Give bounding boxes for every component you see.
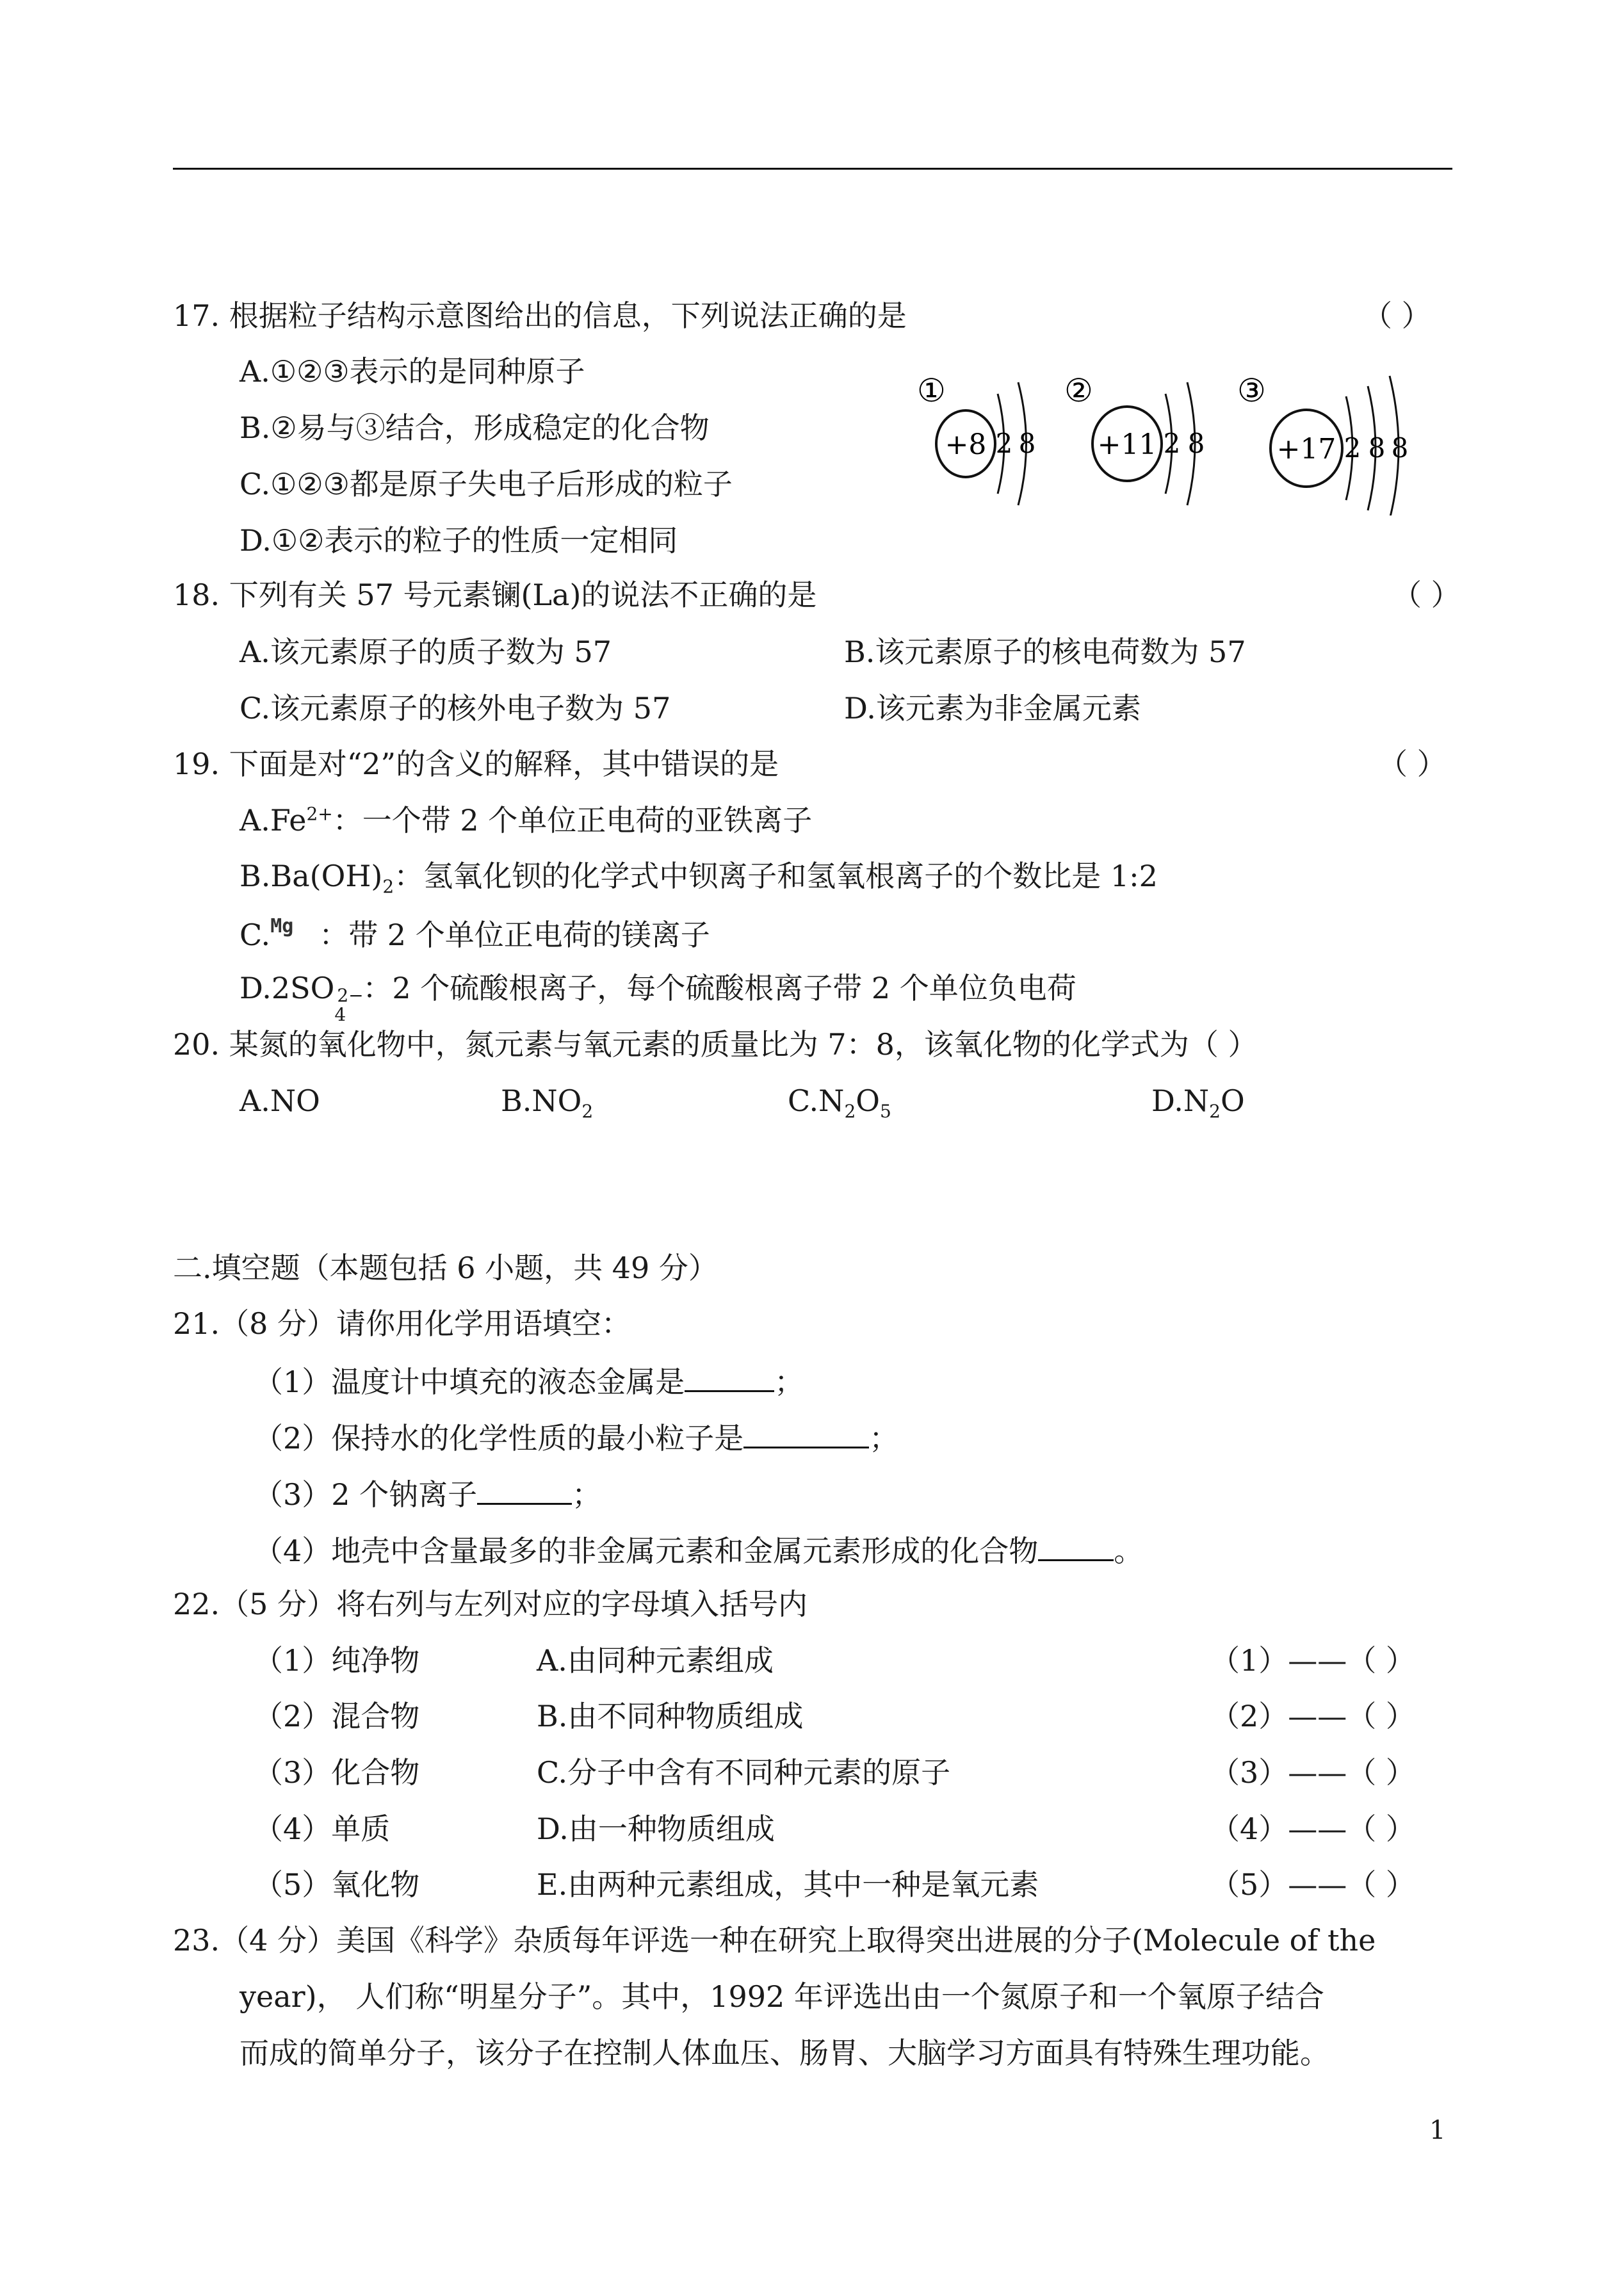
diagram-label-1: ① [917,372,946,409]
shell-2-2: 8 [1187,428,1205,459]
q23-line-1: 23.（4 分）美国《科学》杂质每年评选一种在研究上取得突出进展的分子(Molecule of the [173,1923,1376,1958]
page-number: 1 [1429,2116,1446,2145]
q22-left-5: （5）氧化物 [254,1867,420,1902]
diagram-label-3: ③ [1237,372,1266,409]
shell-1-1: 2 [995,428,1013,459]
q17-answer-paren: （ ） [1363,298,1431,333]
particle-diagram-1 [917,372,1035,505]
q22-answer-4[interactable]: （4）——（ ） [1210,1812,1415,1846]
q18-option-a: A.该元素原子的质子数为 57 [240,635,612,669]
particle-diagram-3 [1237,372,1408,515]
q20-stem: 20. 某氮的氧化物中，氮元素与氧元素的质量比为 7：8，该氧化物的化学式为（ ） [173,1027,1258,1062]
q21-item-4: （4）地壳中含量最多的非金属元素和金属元素形成的化合物 。 [254,1534,1144,1568]
q22-mid-5: E.由两种元素组成，其中一种是氧元素 [537,1867,1039,1902]
q17-stem: 17. 根据粒子结构示意图给出的信息，下列说法正确的是 [173,298,907,333]
q22-left-2: （2）混合物 [254,1699,420,1733]
diagram-label-2: ② [1064,372,1093,409]
q17-option-d: D.①②表示的粒子的性质一定相同 [240,523,678,558]
q18-option-b: B.该元素原子的核电荷数为 57 [844,635,1246,669]
q21-blank-1[interactable] [685,1365,774,1392]
q22-mid-3: C.分子中含有不同种元素的原子 [537,1755,951,1790]
q22-answer-3[interactable]: （3）——（ ） [1210,1755,1415,1790]
q23-line-2: year)， 人们称“明星分子”。其中，1992 年评选出由一个氮原子和一个氧原子结合 [240,1979,1324,2014]
q17-option-b: B.②易与③结合，形成稳定的化合物 [240,410,710,445]
magnesium-formula-image: Mg [270,915,294,937]
q19-option-c: C.Mg ：带 2 个单位正电荷的镁离子 [240,915,710,952]
q17-option-a: A.①②③表示的是同种原子 [240,354,585,389]
q20-option-d: $D.N_2O$ [1151,1083,1245,1123]
q21-blank-3[interactable] [477,1477,572,1505]
q21-stem: 21.（8 分）请你用化学用语填空： [173,1306,631,1341]
q18-option-d: D.该元素为非金属元素 [844,691,1141,726]
q22-answer-2[interactable]: （2）——（ ） [1210,1699,1415,1733]
shell-3-1: 2 [1344,432,1361,464]
q18-stem: 18. 下列有关 57 号元素镧(La)的说法不正确的是 [173,578,817,612]
q22-mid-4: D.由一种物质组成 [537,1812,775,1846]
q21-blank-2[interactable] [743,1421,869,1448]
particle-diagram-2 [1064,372,1205,505]
q21-item-1: （1）温度计中填充的液态金属是 ； [254,1365,804,1399]
q22-left-1: （1）纯净物 [254,1643,420,1678]
nucleus-charge-3: +17 [1276,433,1336,466]
q22-left-4: （4）单质 [254,1812,391,1846]
shell-3-3: 8 [1391,432,1409,464]
q19-option-d: D.2SO 4 2− ：2 个硫酸根离子，每个硫酸根离子带 2 个单位负电荷 [240,971,1076,1025]
q18-answer-paren: （ ） [1392,578,1461,612]
q20-option-b: $B.NO_2$ [501,1083,594,1123]
shell-2-1: 2 [1163,428,1181,459]
q22-answer-1[interactable]: （1）——（ ） [1210,1643,1415,1678]
q21-item-2: （2）保持水的化学性质的最小粒子是 ； [254,1421,899,1456]
q22-stem: 22.（5 分）将右列与左列对应的字母填入括号内 [173,1587,808,1621]
q18-option-c: C.该元素原子的核外电子数为 57 [240,691,671,726]
q21-blank-4[interactable] [1038,1534,1114,1561]
q17-option-c: C.①②③都是原子失电子后形成的粒子 [240,467,733,501]
shell-3-2: 8 [1368,432,1386,464]
shell-1-2: 8 [1018,428,1036,459]
q22-mid-2: B.由不同种物质组成 [537,1699,804,1733]
q19-option-b: $B.Ba(OH)_2$：氢氧化钡的化学式中钡离子和氢氧根离子的个数比是 1:2 [240,859,1158,898]
q22-answer-5[interactable]: （5）——（ ） [1210,1867,1415,1902]
q19-option-a: $A.Fe^{2+}$：一个带 2 个单位正电荷的亚铁离子 [240,803,813,838]
particle-structure-diagrams [897,368,1434,515]
nucleus-charge-1: +8 [945,428,987,461]
section-2-title: 二.填空题（本题包括 6 小题，共 49 分） [173,1251,718,1285]
header-rule [173,168,1452,170]
q19-stem: 19. 下面是对“2”的含义的解释，其中错误的是 [173,747,779,781]
q20-option-c: $C.N_2O_5$ [788,1083,891,1123]
q19-answer-paren: （ ） [1378,747,1447,781]
q22-left-3: （3）化合物 [254,1755,420,1790]
q22-mid-1: A.由同种元素组成 [537,1643,774,1678]
nucleus-charge-2: +11 [1097,428,1157,461]
q21-item-3: （3）2 个钠离子 ； [254,1477,602,1512]
q23-line-3: 而成的简单分子，该分子在控制人体血压、肠胃、大脑学习方面具有特殊生理功能。 [240,2036,1329,2070]
q20-option-a: A.NO [240,1083,320,1118]
